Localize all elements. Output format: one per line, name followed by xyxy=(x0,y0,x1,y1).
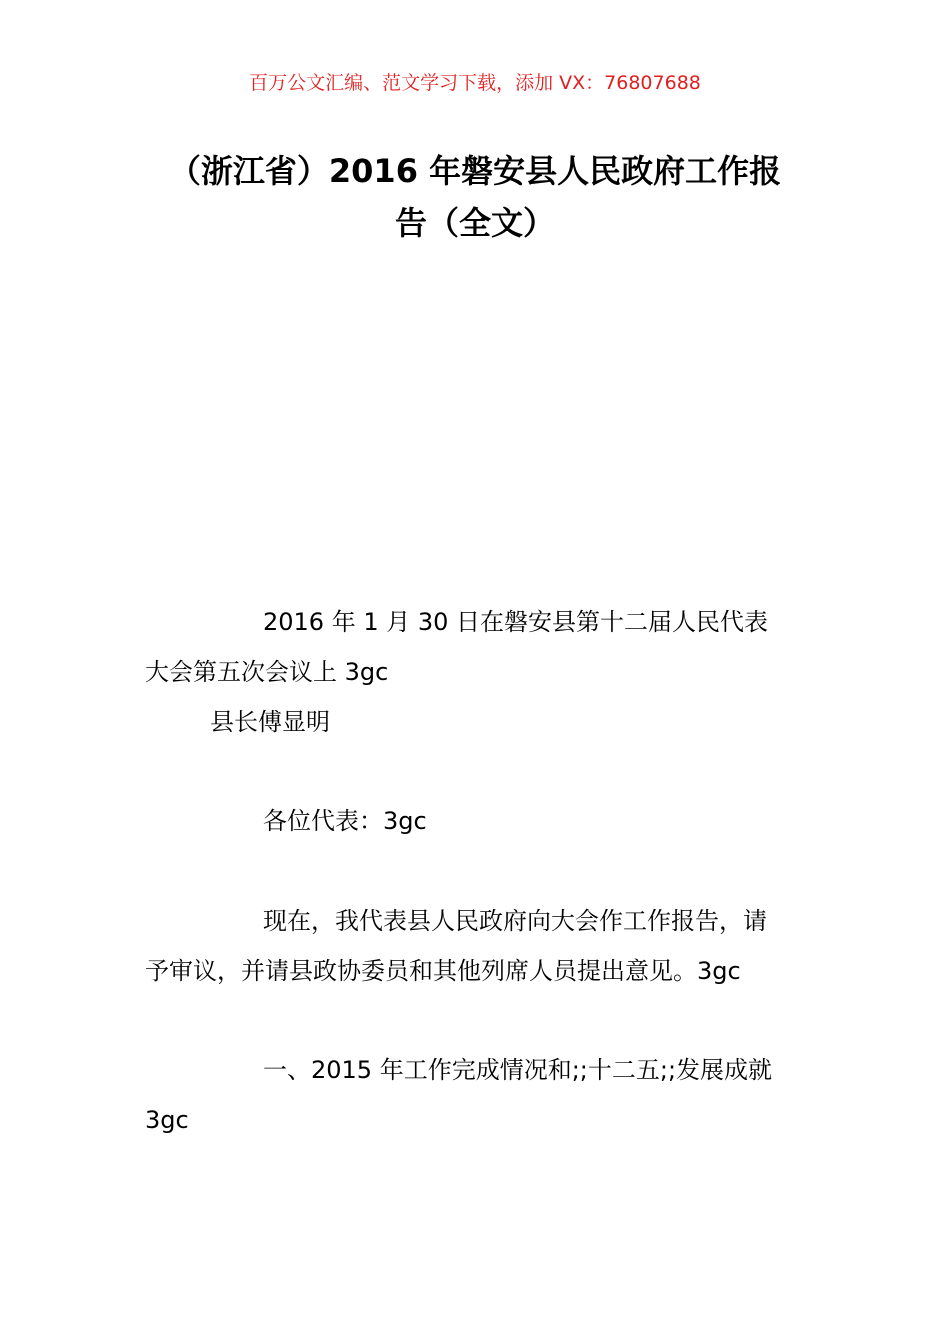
intro-line-2: 予审议，并请县政协委员和其他列席人员提出意见。3gc xyxy=(145,957,741,985)
intro-paragraph xyxy=(145,896,810,996)
meeting-paragraph xyxy=(145,597,810,697)
title-line-2: 告（全文） xyxy=(394,204,555,242)
title-line-1: （浙江省）2016 年磐安县人民政府工作报 xyxy=(168,152,782,190)
speaker-line: 县长傅显明 xyxy=(210,708,330,736)
header-promo-note: 百万公文汇编、范文学习下载，添加 VX：76807688 xyxy=(249,72,701,94)
meeting-line-1: 2016 年 1 月 30 日在磐安县第十二届人民代表 xyxy=(263,608,769,636)
section-1-line-1: 一、2015 年工作完成情况和;;十二五;;发展成就 xyxy=(263,1056,773,1084)
greeting-line: 各位代表：3gc xyxy=(263,807,427,835)
section-1-line-2: 3gc xyxy=(145,1106,189,1134)
document-title xyxy=(140,145,810,249)
greeting-paragraph xyxy=(145,796,810,846)
section-1-heading xyxy=(145,1045,810,1145)
meeting-line-2: 大会第五次会议上 3gc xyxy=(145,658,389,686)
intro-line-1: 现在，我代表县人民政府向大会作工作报告，请 xyxy=(263,907,767,935)
